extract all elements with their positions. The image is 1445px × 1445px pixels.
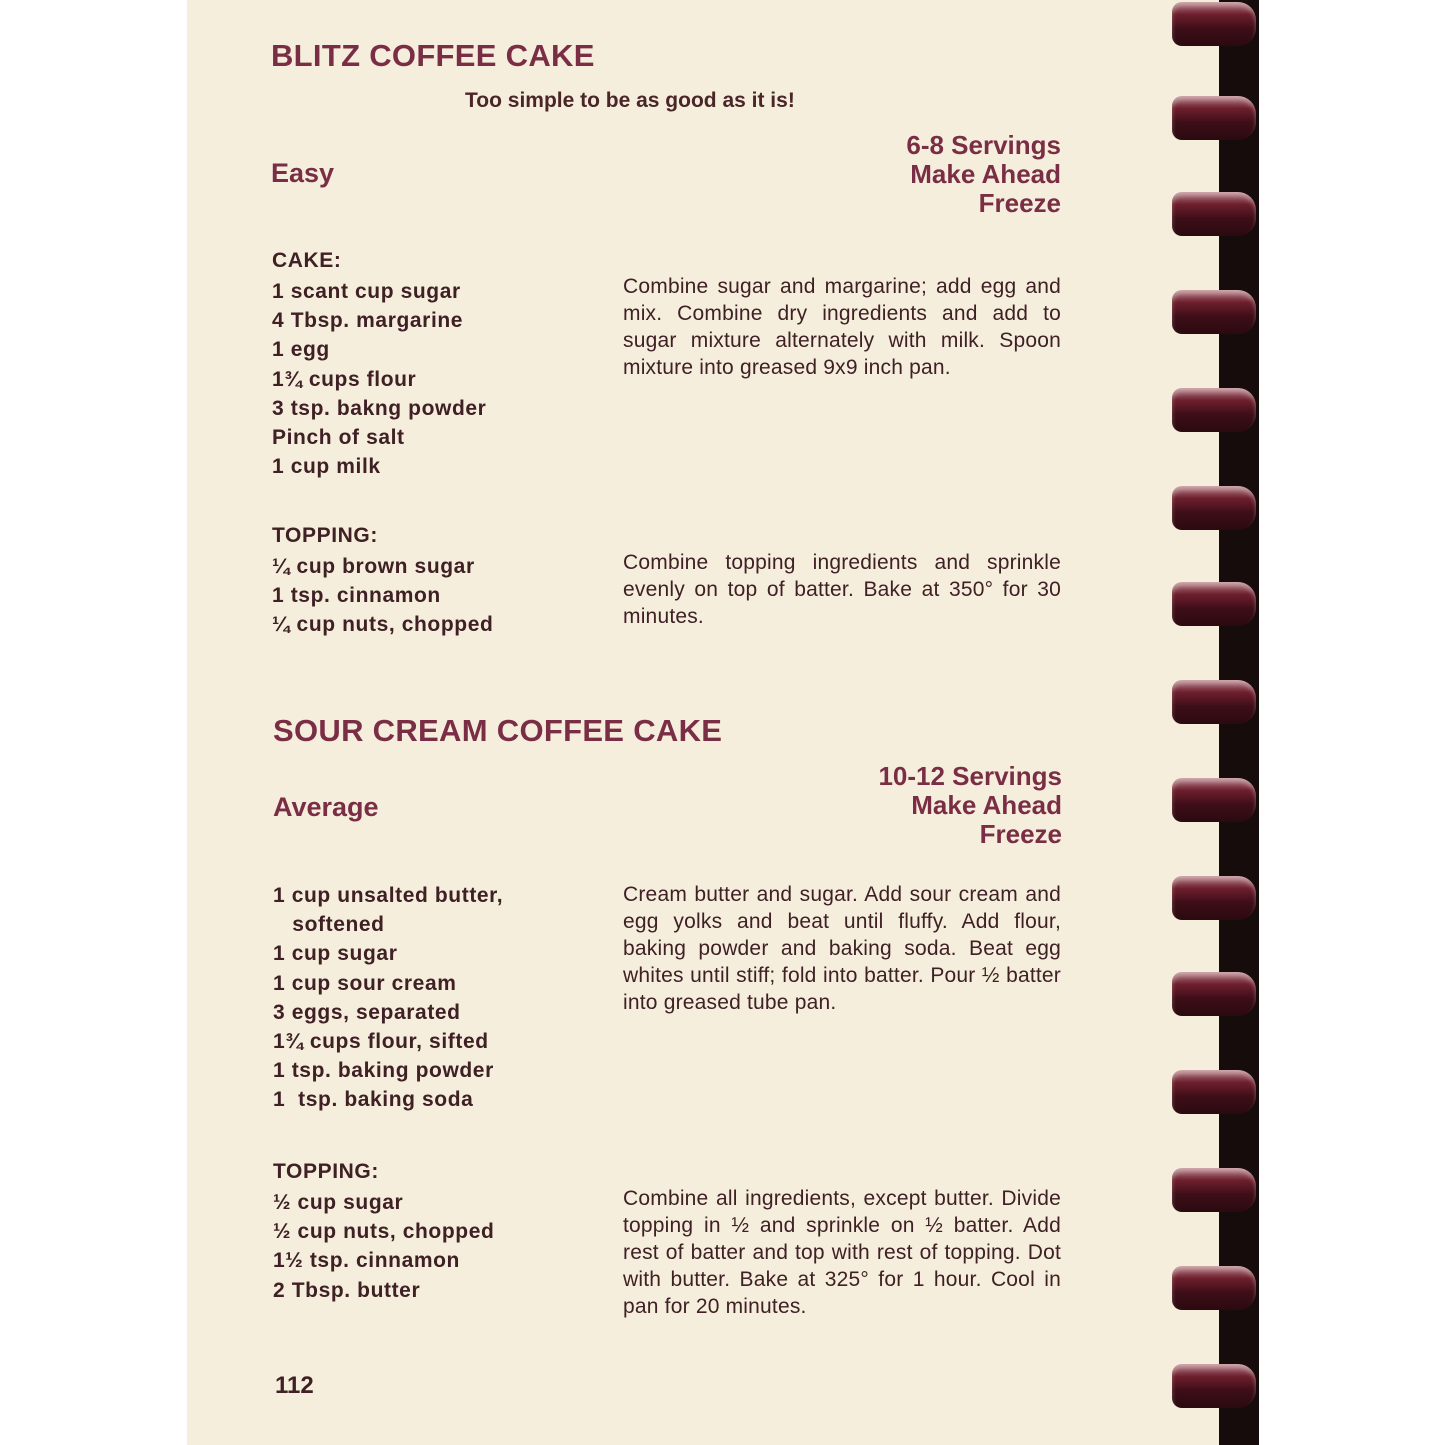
ingredient: 4 Tbsp. margarine [272, 309, 464, 333]
ingredient: Pinch of salt [272, 426, 405, 450]
ingredient: 1¾ cups flour [272, 367, 417, 391]
yield-info [906, 131, 1061, 218]
directions: Cream butter and sugar. Add sour cream and egg yolks and beat until fluffy. Add flour, baking powder and baking soda. Beat egg whites until stiff; fold into batter. Pour ½ batter into greased tube pan. [623, 883, 1061, 1014]
binding-ring [1172, 778, 1256, 822]
ingredient: 1 cup milk [272, 455, 381, 479]
ingredient: 1 tsp. cinnamon [272, 584, 441, 608]
ingredient: ¼ cup nuts, chopped [272, 613, 494, 637]
binding-ring [1172, 192, 1256, 236]
binding-ring [1172, 1364, 1256, 1408]
difficulty-level: Average [273, 792, 379, 822]
yield-line: Freeze [978, 188, 1061, 218]
directions: Combine topping ingredients and sprinkle evenly on top of batter. Bake at 350° for 30 minutes. [623, 551, 1061, 628]
binding-ring [1172, 582, 1256, 626]
binding-ring [1172, 1266, 1256, 1310]
cookbook-page [187, 0, 1219, 1445]
ingredient: 2 Tbsp. butter [273, 1278, 421, 1302]
binding-ring [1172, 1070, 1256, 1114]
binding-ring [1172, 680, 1256, 724]
recipe-title: SOUR CREAM COFFEE CAKE [273, 713, 723, 748]
binding-ring [1172, 1168, 1256, 1212]
ingredient: 1 cup sour cream [273, 971, 457, 995]
ingredient: 1¾ cups flour, sifted [273, 1030, 489, 1054]
directions: Combine sugar and margarine; add egg and mix. Combine dry ingredients and add to sugar mixture alternately with milk. Spoon mixture into greased 9x9 inch pan. [623, 275, 1061, 379]
ingredient-list [272, 277, 486, 481]
section-label: TOPPING: [273, 1160, 379, 1183]
yield-line: Freeze [979, 819, 1062, 849]
ingredient: 3 tsp. bakng powder [272, 396, 487, 420]
binding-ring [1172, 2, 1256, 46]
ingredient: 1 tsp. baking powder [273, 1059, 494, 1083]
yield-line: Make Ahead [911, 790, 1062, 820]
ingredient-list [273, 881, 503, 1115]
recipe-tagline: Too simple to be as good as it is! [465, 89, 795, 112]
binding-ring [1172, 486, 1256, 530]
section-label: TOPPING: [272, 524, 378, 547]
ingredient: 1 tsp. baking soda [273, 1088, 474, 1112]
yield-info [878, 762, 1062, 849]
ingredient-list [273, 1188, 494, 1305]
ingredient: 3 eggs, separated [273, 1000, 461, 1024]
yield-line: 10-12 Servings [878, 761, 1062, 791]
difficulty-level: Easy [271, 158, 335, 188]
directions: Combine all ingredients, except butter. Divide topping in ½ and sprinkle on ½ batter. Add rest of batter and top with rest of topping. Dot with butter. Bake at 325° for 1 hour. Cool in pan for 20 minutes. [623, 1187, 1061, 1318]
page-number: 112 [275, 1372, 314, 1399]
ingredient: 1 scant cup sugar [272, 280, 461, 303]
ingredient: softened [273, 913, 385, 937]
ingredient: ½ cup sugar [273, 1191, 404, 1214]
recipe-title: BLITZ COFFEE CAKE [271, 38, 595, 73]
yield-line: Make Ahead [910, 159, 1061, 189]
ingredient: 1 egg [272, 338, 330, 362]
binding-ring [1172, 290, 1256, 334]
binding-ring [1172, 96, 1256, 140]
ingredient: 1½ tsp. cinnamon [273, 1249, 460, 1273]
section-label: CAKE: [272, 249, 342, 272]
ingredient: 1 cup sugar [273, 942, 398, 966]
yield-line: 6-8 Servings [906, 130, 1061, 160]
ingredient: ½ cup nuts, chopped [273, 1220, 495, 1244]
binding-ring [1172, 876, 1256, 920]
ingredient: 1 cup unsalted butter, [273, 884, 504, 907]
ingredient: ¼ cup brown sugar [272, 555, 475, 578]
binding-ring [1172, 388, 1256, 432]
binding-ring [1172, 972, 1256, 1016]
ingredient-list [272, 552, 493, 640]
